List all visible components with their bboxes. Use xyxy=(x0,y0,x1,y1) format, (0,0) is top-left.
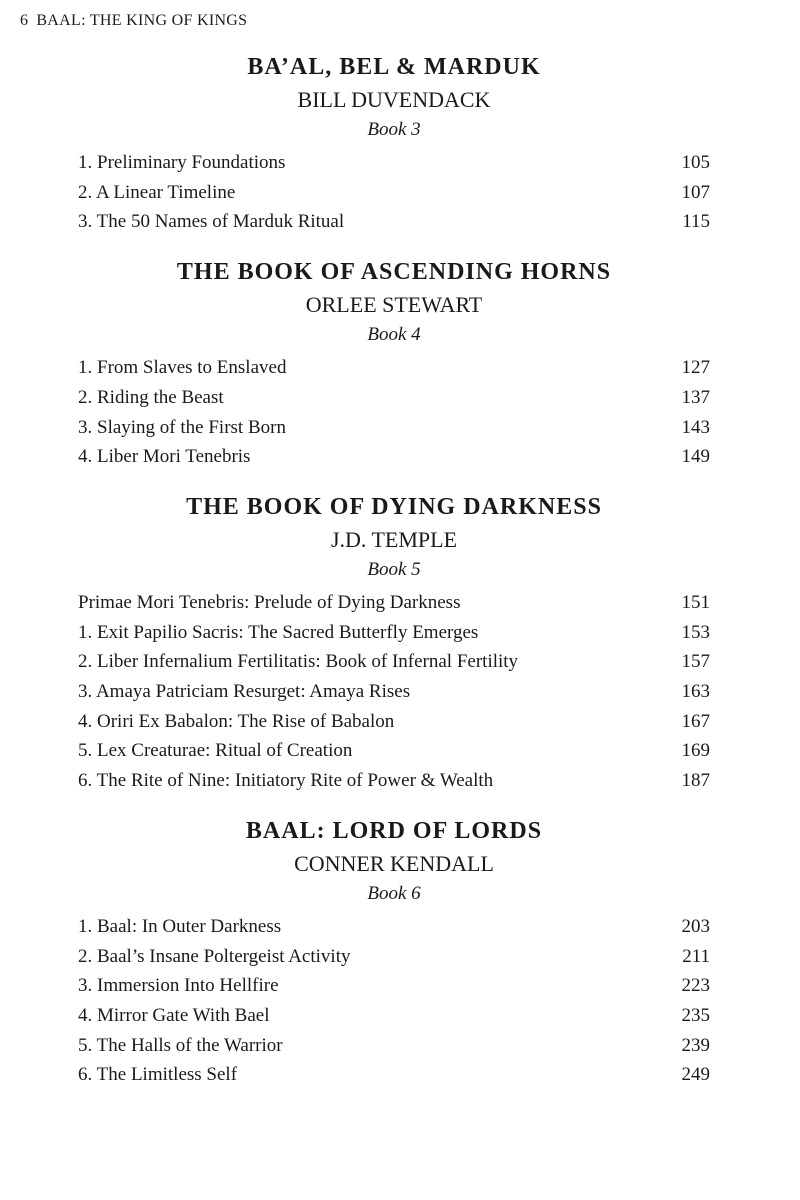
toc-entry xyxy=(78,588,710,618)
entry-label: 6. The Rite of Nine: Initiatory Rite of Power & Wealth xyxy=(78,770,494,792)
toc-entry xyxy=(78,148,710,178)
entry-page: 127 xyxy=(681,357,710,379)
entry-label: 1. From Slaves to Enslaved xyxy=(78,357,287,379)
book-title: THE BOOK OF ASCENDING HORNS xyxy=(176,259,612,286)
book-title: THE BOOK OF DYING DARKNESS xyxy=(186,493,602,520)
entry-label: 5. The Halls of the Warrior xyxy=(78,1034,283,1056)
entry-page: 169 xyxy=(681,740,710,762)
toc-entry xyxy=(78,1031,710,1061)
entry-label: 4. Mirror Gate With Bael xyxy=(78,1004,270,1026)
book-author: ORLEE STEWART xyxy=(305,292,483,318)
entry-page: 235 xyxy=(681,1004,710,1026)
toc-entry xyxy=(78,413,710,443)
toc-entry xyxy=(78,178,710,208)
entry-page: 211 xyxy=(682,945,710,967)
entry-page: 249 xyxy=(681,1064,710,1086)
entry-page: 149 xyxy=(681,446,710,468)
entry-page: 151 xyxy=(681,591,710,613)
toc-entry xyxy=(78,971,710,1001)
book-author: J.D. TEMPLE xyxy=(330,526,458,552)
toc-entry xyxy=(78,912,710,942)
entry-label: 3. The 50 Names of Marduk Ritual xyxy=(78,211,345,233)
toc-entry xyxy=(78,383,710,413)
toc-entry xyxy=(78,207,710,237)
entry-label: Primae Mori Tenebris: Prelude of Dying Darkness xyxy=(78,591,461,613)
book-number: Book 5 xyxy=(367,558,421,580)
toc-entry xyxy=(78,442,710,472)
running-head-title: BAAL: THE KING OF KINGS xyxy=(36,12,248,29)
entry-page: 167 xyxy=(681,710,710,732)
toc-entry xyxy=(78,1001,710,1031)
toc-entry xyxy=(78,647,710,677)
entry-label: 2. A Linear Timeline xyxy=(78,181,236,203)
entry-page: 137 xyxy=(681,386,710,408)
toc-entry xyxy=(78,353,710,383)
toc-entry xyxy=(78,766,710,796)
entry-page: 203 xyxy=(681,915,710,937)
book-number: Book 6 xyxy=(367,882,421,904)
entry-page: 223 xyxy=(681,975,710,997)
entry-label: 1. Baal: In Outer Darkness xyxy=(78,915,282,937)
entry-label: 2. Liber Infernalium Fertilitatis: Book of Infernal Fertility xyxy=(78,651,519,673)
toc-entry xyxy=(78,736,710,766)
toc-entry xyxy=(78,707,710,737)
toc-section-book-5 xyxy=(78,492,710,796)
table-of-contents xyxy=(78,52,710,1110)
book-number: Book 4 xyxy=(367,324,421,346)
running-head xyxy=(20,12,247,30)
toc-entry xyxy=(78,1060,710,1090)
entry-label: 6. The Limitless Self xyxy=(78,1064,238,1086)
toc-section-book-3 xyxy=(78,52,710,237)
entry-label: 3. Amaya Patriciam Resurget: Amaya Rises xyxy=(78,681,411,703)
toc-section-book-6 xyxy=(78,816,710,1090)
page-number: 6 xyxy=(20,12,29,29)
entry-page: 107 xyxy=(681,181,710,203)
book-number: Book 3 xyxy=(367,119,421,140)
entry-page: 157 xyxy=(681,651,710,673)
toc-entry xyxy=(78,942,710,972)
entry-label: 5. Lex Creaturae: Ritual of Creation xyxy=(78,740,353,762)
book-title: BAAL: LORD OF LORDS xyxy=(245,817,543,844)
entry-label: 2. Baal’s Insane Poltergeist Activity xyxy=(78,945,351,967)
book-author: CONNER KENDALL xyxy=(294,850,494,876)
book-title: BA’AL, BEL & MARDUK xyxy=(247,54,541,80)
toc-section-book-4 xyxy=(78,257,710,472)
entry-page: 153 xyxy=(681,621,710,643)
entry-label: 1. Preliminary Foundations xyxy=(78,152,286,173)
entry-page: 105 xyxy=(681,152,710,173)
toc-entry xyxy=(78,618,710,648)
entry-label: 4. Oriri Ex Babalon: The Rise of Babalon xyxy=(78,710,395,732)
entry-label: 2. Riding the Beast xyxy=(78,386,224,408)
entry-page: 143 xyxy=(681,416,710,438)
entry-page: 187 xyxy=(681,770,710,792)
book-author: BILL DUVENDACK xyxy=(297,87,491,112)
entry-label: 3. Immersion Into Hellfire xyxy=(78,975,279,997)
entry-label: 4. Liber Mori Tenebris xyxy=(78,446,251,468)
entry-label: 3. Slaying of the First Born xyxy=(78,416,286,438)
toc-entry xyxy=(78,677,710,707)
entry-label: 1. Exit Papilio Sacris: The Sacred Butterfly Emerges xyxy=(78,621,479,643)
entry-page: 115 xyxy=(682,211,710,233)
entry-page: 163 xyxy=(681,681,710,703)
entry-page: 239 xyxy=(681,1034,710,1056)
